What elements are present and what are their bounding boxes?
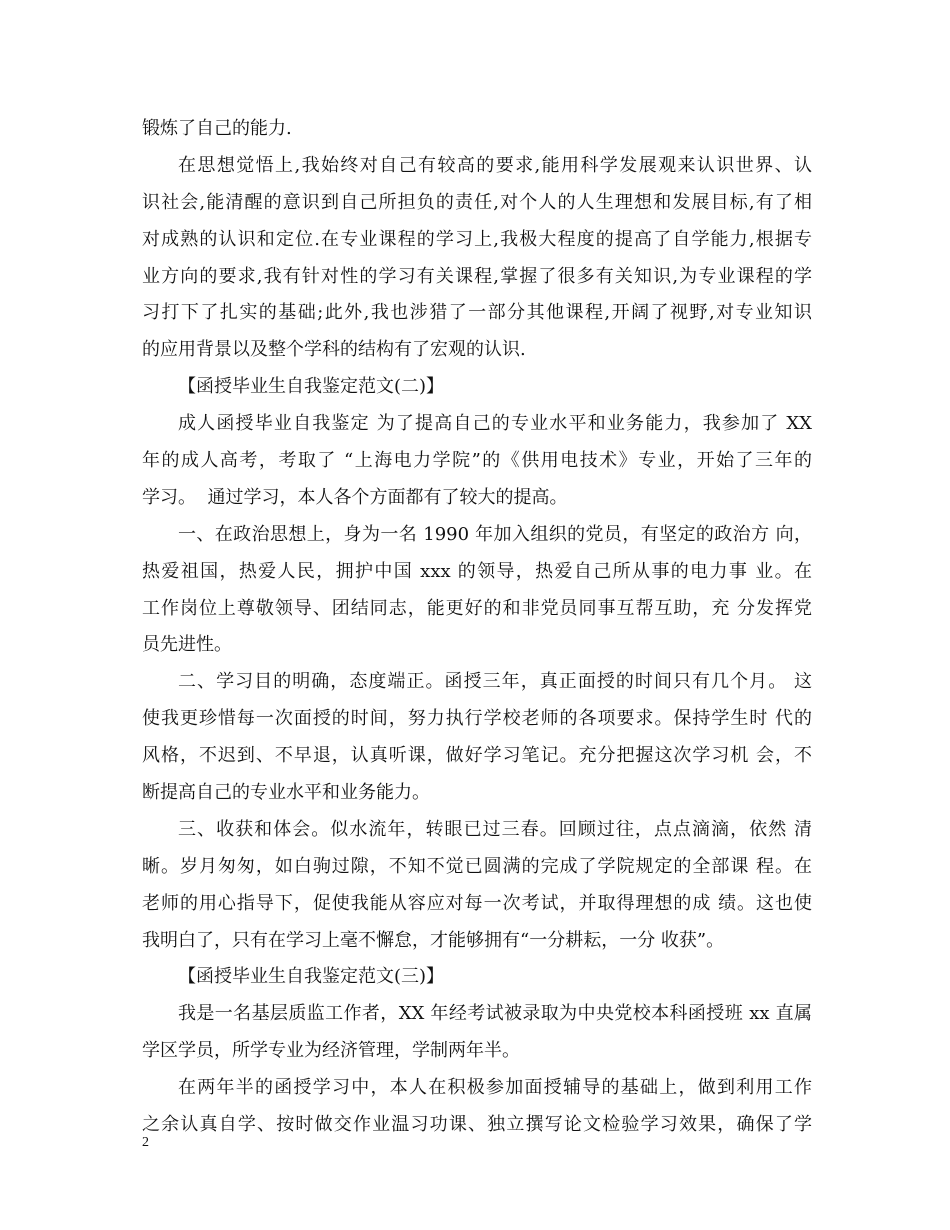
text-line: 老师的用心指导下，促使我能从容应对每一次考试，并取得理想的成 绩。这也使 <box>142 892 812 914</box>
text-line: 员先进性。 <box>142 634 232 656</box>
text-line: 二、学习目的明确，态度端正。函授三年，真正面授的时间只有几个月。 这 <box>178 671 812 693</box>
text-line: 成人函授毕业自我鉴定 为了提高自己的专业水平和业务能力，我参加了 XX <box>178 413 812 435</box>
page-number: 2 <box>142 1135 149 1150</box>
text-line: 晰。岁月匆匆，如白驹过隙，不知不觉已圆满的完成了学院规定的全部课 程。在 <box>142 855 812 877</box>
text-line: 年的成人高考，考取了 “上海电力学院”的《供用电技术》专业，开始了三年的 <box>142 450 812 472</box>
text-line: 【函授毕业生自我鉴定范文(三)】 <box>178 966 445 988</box>
text-line: 锻炼了自己的能力. <box>142 118 292 139</box>
text-line: 习打下了扎实的基础;此外,我也涉猎了一部分其他课程,开阔了视野,对专业知识 <box>142 302 812 324</box>
text-line: 我明白了，只有在学习上毫不懈怠，才能够拥有“一分耕耘，一分 收获”。 <box>142 929 725 951</box>
text-line: 对成熟的认识和定位.在专业课程的学习上,我极大程度的提高了自学能力,根据专 <box>142 228 812 250</box>
text-line: 风格，不迟到、不早退，认真听课，做好学习笔记。充分把握这次学习机 会，不 <box>142 745 812 767</box>
text-line: 业方向的要求,我有针对性的学习有关课程,掌握了很多有关知识,为专业课程的学 <box>142 265 812 287</box>
document-body <box>142 111 812 1144</box>
text-line: 一、在政治思想上，身为一名 1990 年加入组织的党员，有坚定的政治方 向， <box>178 523 812 545</box>
text-line: 三、收获和体会。似水流年，转眼已过三春。回顾过往，点点滴滴，依然 清 <box>178 818 812 840</box>
text-line: 使我更珍惜每一次面授的时间，努力执行学校老师的各项要求。保持学生时 代的 <box>142 708 812 730</box>
text-line: 识社会,能清醒的意识到自己所担负的责任,对个人的人生理想和发展目标,有了相 <box>142 191 812 213</box>
text-line: 的应用背景以及整个学科的结构有了宏观的认识. <box>142 339 526 361</box>
text-line: 【函授毕业生自我鉴定范文(二)】 <box>178 376 445 398</box>
text-line: 工作岗位上尊敬领导、团结同志，能更好的和非党员同事互帮互助，充 分发挥党 <box>142 597 812 619</box>
text-line: 学习。 通过学习，本人各个方面都有了较大的提高。 <box>142 486 568 508</box>
text-line: 断提高自己的专业水平和业务能力。 <box>142 782 430 804</box>
text-line: 热爱祖国，热爱人民，拥护中国 xxx 的领导，热爱自己所从事的电力事 业。在 <box>142 560 812 582</box>
text-line: 在两年半的函授学习中，本人在积极参加面授辅导的基础上，做到利用工作 <box>178 1077 812 1099</box>
text-line: 之余认真自学、按时做交作业温习功课、独立撰写论文检验学习效果，确保了学 <box>142 1114 812 1136</box>
text-line: 我是一名基层质监工作者，XX 年经考试被录取为中央党校本科函授班 xx 直属 <box>178 1003 812 1025</box>
text-line: 在思想觉悟上,我始终对自己有较高的要求,能用科学发展观来认识世界、认 <box>178 154 812 176</box>
text-line: 学区学员，所学专业为经济管理，学制两年半。 <box>142 1040 520 1062</box>
